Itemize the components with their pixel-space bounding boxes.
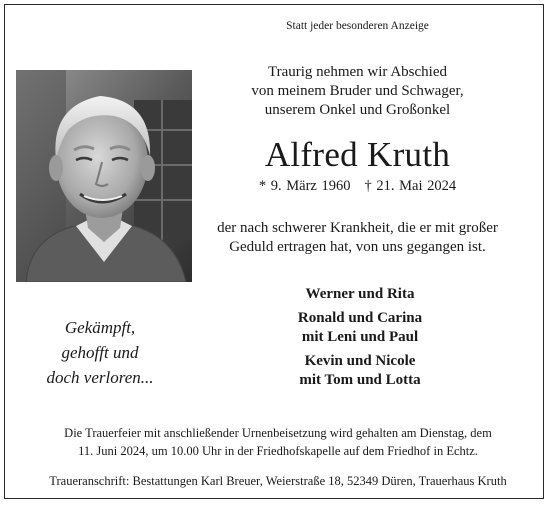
- intro-line: von meinem Bruder und Schwager,: [251, 83, 464, 99]
- death-date: † 21. Mai 2024: [364, 178, 457, 194]
- mourner-group: [240, 285, 480, 304]
- service-line: 11. Juni 2024, um 10.00 Uhr in der Friedhofskapelle auf dem Friedhof in Echtz.: [78, 444, 478, 458]
- mourning-address: Traueranschrift: Bestattungen Karl Breuer, Weierstraße 18, 52349 Düren, Trauerhaus Kruth: [49, 474, 507, 488]
- intro-line: Traurig nehmen wir Abschied: [267, 64, 447, 80]
- motto-line: doch verloren...: [46, 368, 154, 387]
- motto-line: Gekämpft,: [64, 318, 136, 337]
- mourner-line: mit Tom und Lotta: [299, 372, 421, 388]
- cause-text: [200, 219, 515, 257]
- notice-header: Statt jeder besonderen Anzeige: [286, 20, 429, 32]
- deceased-name: Alfred Kruth: [264, 135, 451, 174]
- mourner-group: [240, 309, 480, 347]
- service-line: Die Trauerfeier mit anschließender Urnenbeisetzung wird gehalten am Dienstag, dem: [64, 426, 492, 440]
- cause-line: der nach schwerer Krankheit, die er mit großer: [217, 220, 498, 236]
- intro-line: unserem Onkel und Großonkel: [264, 102, 451, 118]
- motto: [20, 315, 180, 390]
- birth-date: * 9. März 1960: [258, 178, 351, 194]
- mourner-group: [240, 352, 480, 390]
- motto-line: gehofft und: [61, 343, 139, 362]
- mourner-line: mit Leni und Paul: [301, 329, 419, 345]
- mourner-line: Kevin und Nicole: [304, 353, 416, 369]
- intro-text: [200, 63, 515, 120]
- mourner-line: Werner und Rita: [305, 286, 415, 302]
- life-dates: [200, 178, 515, 195]
- portrait-photo: [16, 70, 192, 282]
- cause-line: Geduld ertragen hat, von uns gegangen ist.: [229, 239, 486, 255]
- mourners-list: [240, 285, 480, 395]
- mourner-line: Ronald und Carina: [297, 310, 423, 326]
- funeral-service-text: [18, 424, 538, 460]
